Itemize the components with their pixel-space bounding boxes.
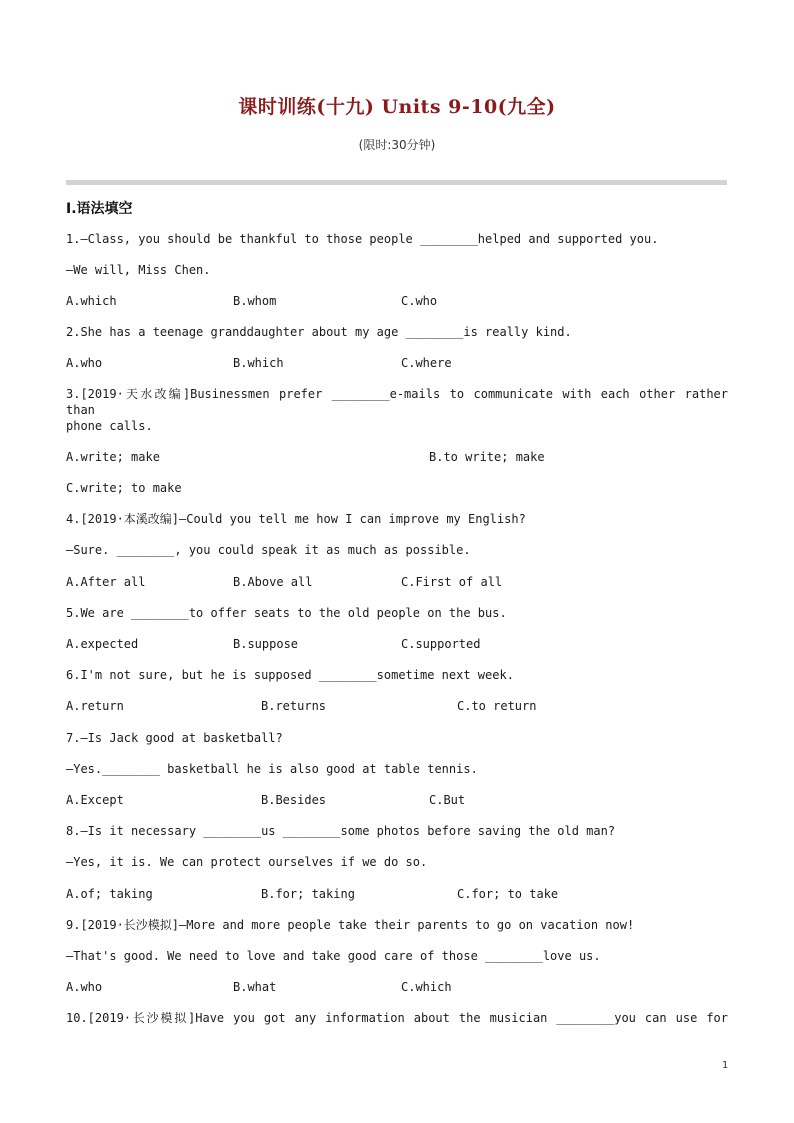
question-7-response: —Yes.________ basketball he is also good at table tennis. (66, 762, 478, 776)
section-heading: Ⅰ.语法填空 (66, 201, 133, 217)
question-7-stem: 7.—Is Jack good at basketball? (66, 731, 283, 745)
question-4-stem: 4.[2019·本溪改编]—Could you tell me how I can improve my English? (66, 512, 526, 526)
question-1-option-c: C.who (401, 294, 438, 308)
question-3-option-a: A.write; make (66, 450, 160, 464)
question-1-response: —We will, Miss Chen. (66, 263, 211, 277)
question-8-response: —Yes, it is. We can protect ourselves if we do so. (66, 855, 428, 869)
question-3-stem-cont: phone calls. (66, 419, 153, 433)
question-1-option-b: B.whom (233, 294, 277, 308)
question-4-option-b: B.Above all (233, 575, 313, 589)
question-2-stem: 2.She has a teenage granddaughter about my age ________is really kind. (66, 325, 572, 339)
question-9-option-a: A.who (66, 980, 103, 994)
question-7-option-a: A.Except (66, 793, 124, 807)
question-3-stem: 3.[2019·天水改编]Businessmen prefer ________e-mails to communicate with each other rather than (66, 387, 728, 417)
question-5-option-a: A.expected (66, 637, 139, 651)
question-10-stem: 10.[2019·长沙模拟]Have you got any information about the musician ________you can use for (66, 1011, 728, 1025)
question-4-option-c: C.First of all (401, 575, 503, 589)
divider (66, 180, 727, 185)
question-5-option-c: C.supported (401, 637, 481, 651)
question-9-option-b: B.what (233, 980, 277, 994)
question-4-option-a: A.After all (66, 575, 146, 589)
question-6-option-b: B.returns (261, 699, 327, 713)
question-9-stem: 9.[2019·长沙模拟]—More and more people take their parents to go on vacation now! (66, 918, 635, 932)
question-6-option-a: A.return (66, 699, 124, 713)
question-2-option-b: B.which (233, 356, 284, 370)
time-limit: (限时:30分钟) (358, 138, 436, 152)
question-4-response: —Sure. ________, you could speak it as much as possible. (66, 543, 471, 557)
question-2-option-c: C.where (401, 356, 452, 370)
question-2-option-a: A.who (66, 356, 103, 370)
question-3-option-c: C.write; to make (66, 481, 182, 495)
question-8-option-b: B.for; taking (261, 887, 355, 901)
question-7-option-b: B.Besides (261, 793, 327, 807)
question-1-option-a: A.which (66, 294, 117, 308)
question-3-option-b: B.to write; make (429, 450, 545, 464)
question-9-option-c: C.which (401, 980, 452, 994)
question-7-option-c: C.But (429, 793, 466, 807)
question-8-option-a: A.of; taking (66, 887, 153, 901)
question-6-stem: 6.I'm not sure, but he is supposed ________sometime next week. (66, 668, 514, 682)
question-8-stem: 8.—Is it necessary ________us ________some photos before saving the old man? (66, 824, 616, 838)
question-9-response: —That's good. We need to love and take good care of those ________love us. (66, 949, 601, 963)
question-5-stem: 5.We are ________to offer seats to the old people on the bus. (66, 606, 507, 620)
question-8-option-c: C.for; to take (457, 887, 559, 901)
question-1-stem: 1.—Class, you should be thankful to those people ________helped and supported you. (66, 232, 659, 246)
question-5-option-b: B.suppose (233, 637, 299, 651)
question-6-option-c: C.to return (457, 699, 537, 713)
page-number: 1 (722, 1060, 729, 1071)
page-title: 课时训练(十九) Units 9-10(九全) (238, 96, 556, 118)
